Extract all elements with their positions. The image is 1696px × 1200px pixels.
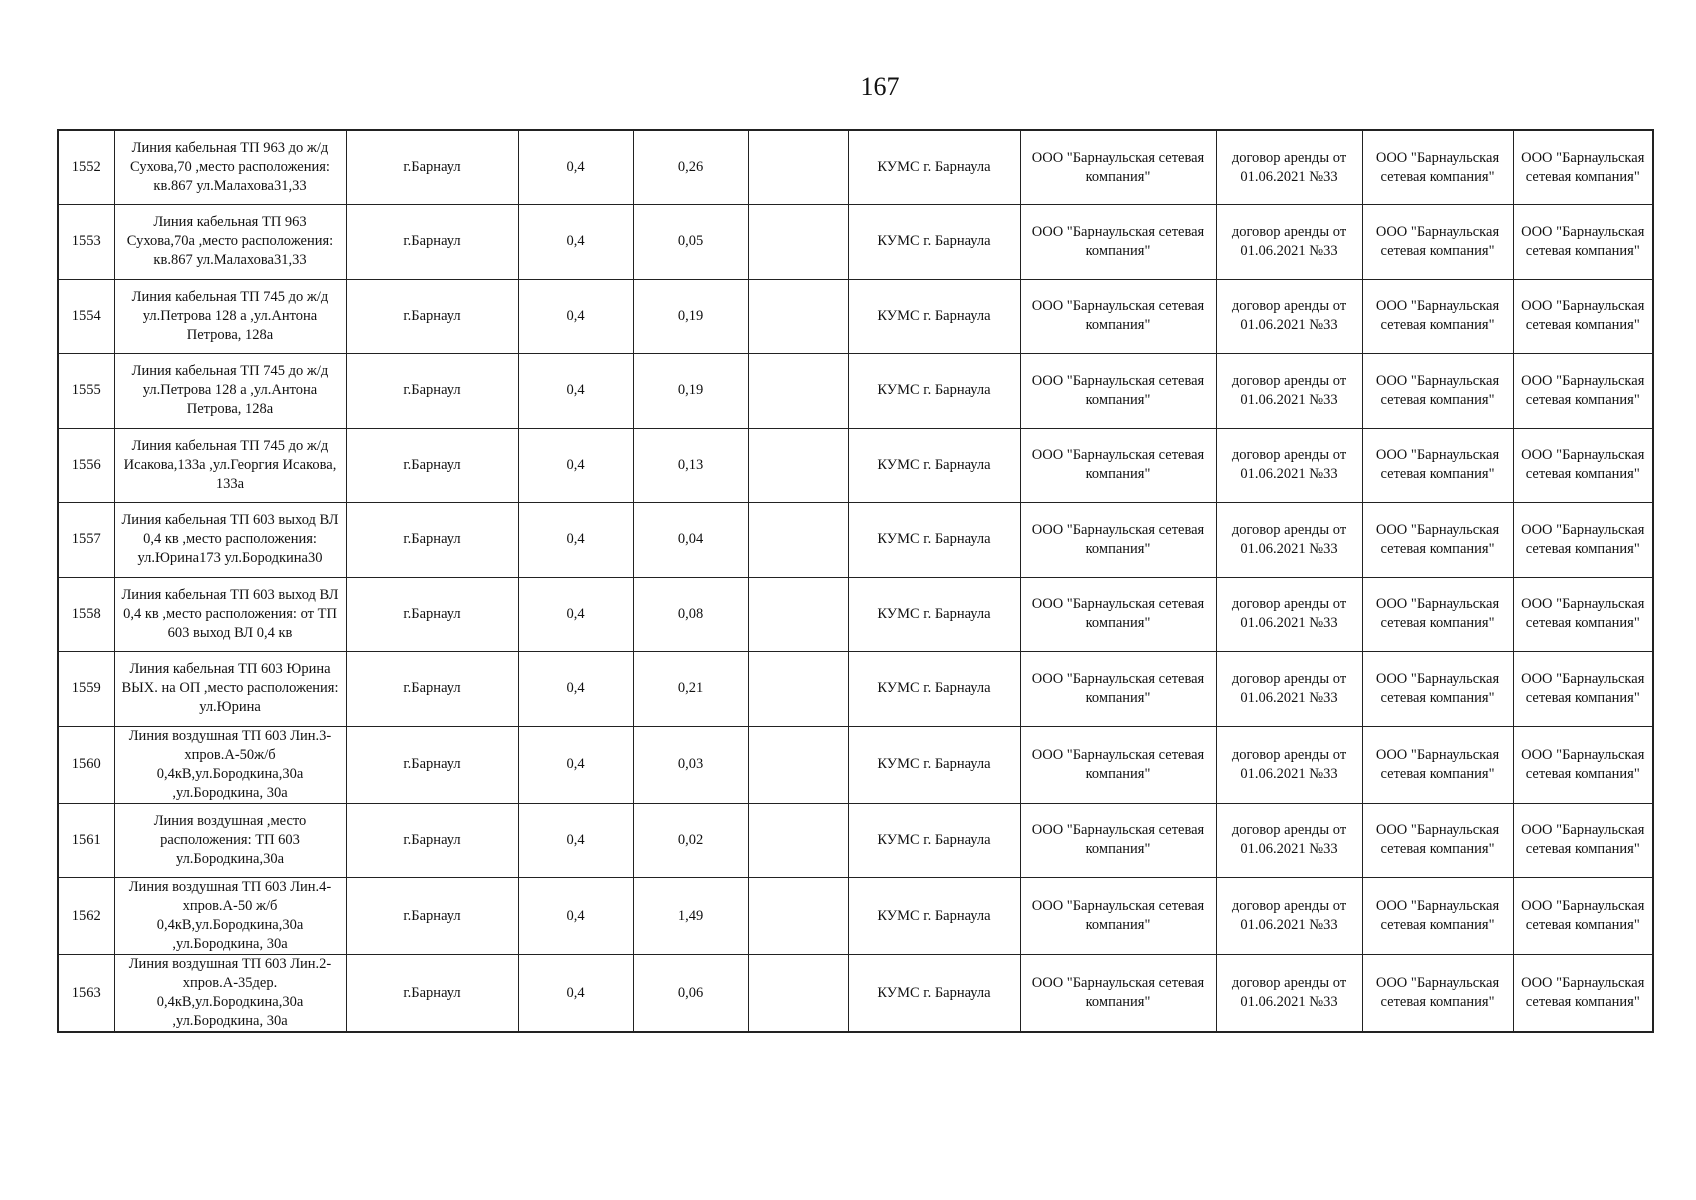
voltage-cell: 0,4 <box>518 354 633 429</box>
voltage-cell: 0,4 <box>518 279 633 354</box>
blank-cell <box>748 428 848 503</box>
row-number-cell: 1557 <box>58 503 114 578</box>
holder-cell: ООО "Барнаульская сетевая компания" <box>1020 279 1216 354</box>
document-cell: договор аренды от 01.06.2021 №33 <box>1216 428 1362 503</box>
user-cell: ООО "Барнаульская сетевая компания" <box>1513 130 1653 205</box>
document-cell: договор аренды от 01.06.2021 №33 <box>1216 803 1362 878</box>
table-row <box>58 205 1653 280</box>
city-cell: г.Барнаул <box>346 354 518 429</box>
length-cell: 0,26 <box>633 130 748 205</box>
user-cell: ООО "Барнаульская сетевая компания" <box>1513 955 1653 1033</box>
document-cell: договор аренды от 01.06.2021 №33 <box>1216 205 1362 280</box>
city-cell: г.Барнаул <box>346 205 518 280</box>
city-cell: г.Барнаул <box>346 503 518 578</box>
operator-cell: ООО "Барнаульская сетевая компания" <box>1362 205 1513 280</box>
voltage-cell: 0,4 <box>518 428 633 503</box>
user-cell: ООО "Барнаульская сетевая компания" <box>1513 279 1653 354</box>
holder-cell: ООО "Барнаульская сетевая компания" <box>1020 428 1216 503</box>
document-cell: договор аренды от 01.06.2021 №33 <box>1216 577 1362 652</box>
operator-cell: ООО "Барнаульская сетевая компания" <box>1362 130 1513 205</box>
table-row <box>58 955 1653 1033</box>
object-name-cell: Линия кабельная ТП 745 до ж/д Исакова,133а ,ул.Георгия Исакова, 133а <box>114 428 346 503</box>
holder-cell: ООО "Барнаульская сетевая компания" <box>1020 205 1216 280</box>
city-cell: г.Барнаул <box>346 279 518 354</box>
table-row <box>58 354 1653 429</box>
table-row <box>58 878 1653 955</box>
operator-cell: ООО "Барнаульская сетевая компания" <box>1362 577 1513 652</box>
document-cell: договор аренды от 01.06.2021 №33 <box>1216 279 1362 354</box>
blank-cell <box>748 803 848 878</box>
document-cell: договор аренды от 01.06.2021 №33 <box>1216 652 1362 727</box>
table-row <box>58 130 1653 205</box>
object-name-cell: Линия кабельная ТП 963 Сухова,70а ,место расположения: кв.867 ул.Малахова31,33 <box>114 205 346 280</box>
user-cell: ООО "Барнаульская сетевая компания" <box>1513 354 1653 429</box>
length-cell: 1,49 <box>633 878 748 955</box>
object-name-cell: Линия кабельная ТП 603 Юрина ВЫХ. на ОП ,место расположения: ул.Юрина <box>114 652 346 727</box>
row-number-cell: 1561 <box>58 803 114 878</box>
blank-cell <box>748 726 848 803</box>
user-cell: ООО "Барнаульская сетевая компания" <box>1513 878 1653 955</box>
operator-cell: ООО "Барнаульская сетевая компания" <box>1362 279 1513 354</box>
length-cell: 0,05 <box>633 205 748 280</box>
blank-cell <box>748 503 848 578</box>
voltage-cell: 0,4 <box>518 803 633 878</box>
voltage-cell: 0,4 <box>518 878 633 955</box>
voltage-cell: 0,4 <box>518 130 633 205</box>
length-cell: 0,03 <box>633 726 748 803</box>
row-number-cell: 1560 <box>58 726 114 803</box>
city-cell: г.Барнаул <box>346 955 518 1033</box>
row-number-cell: 1556 <box>58 428 114 503</box>
city-cell: г.Барнаул <box>346 130 518 205</box>
table-row <box>58 428 1653 503</box>
holder-cell: ООО "Барнаульская сетевая компания" <box>1020 878 1216 955</box>
blank-cell <box>748 652 848 727</box>
document-cell: договор аренды от 01.06.2021 №33 <box>1216 726 1362 803</box>
blank-cell <box>748 354 848 429</box>
table-row <box>58 577 1653 652</box>
operator-cell: ООО "Барнаульская сетевая компания" <box>1362 354 1513 429</box>
object-name-cell: Линия кабельная ТП 745 до ж/д ул.Петрова 128 а ,ул.Антона Петрова, 128а <box>114 279 346 354</box>
user-cell: ООО "Барнаульская сетевая компания" <box>1513 726 1653 803</box>
voltage-cell: 0,4 <box>518 955 633 1033</box>
document-cell: договор аренды от 01.06.2021 №33 <box>1216 503 1362 578</box>
length-cell: 0,13 <box>633 428 748 503</box>
owner-cell: КУМС г. Барнаула <box>848 279 1020 354</box>
operator-cell: ООО "Барнаульская сетевая компания" <box>1362 503 1513 578</box>
table-row <box>58 503 1653 578</box>
blank-cell <box>748 279 848 354</box>
row-number-cell: 1555 <box>58 354 114 429</box>
holder-cell: ООО "Барнаульская сетевая компания" <box>1020 726 1216 803</box>
document-cell: договор аренды от 01.06.2021 №33 <box>1216 955 1362 1033</box>
owner-cell: КУМС г. Барнаула <box>848 878 1020 955</box>
operator-cell: ООО "Барнаульская сетевая компания" <box>1362 428 1513 503</box>
object-name-cell: Линия воздушная ТП 603 Лин.2-хпров.А-35дер. 0,4кВ,ул.Бородкина,30а ,ул.Бородкина, 30а <box>114 955 346 1033</box>
user-cell: ООО "Барнаульская сетевая компания" <box>1513 428 1653 503</box>
blank-cell <box>748 878 848 955</box>
length-cell: 0,19 <box>633 279 748 354</box>
owner-cell: КУМС г. Барнаула <box>848 130 1020 205</box>
user-cell: ООО "Барнаульская сетевая компания" <box>1513 577 1653 652</box>
voltage-cell: 0,4 <box>518 205 633 280</box>
object-name-cell: Линия воздушная ТП 603 Лин.3-хпров.А-50ж/б 0,4кВ,ул.Бородкина,30а ,ул.Бородкина, 30а <box>114 726 346 803</box>
table-row <box>58 279 1653 354</box>
holder-cell: ООО "Барнаульская сетевая компания" <box>1020 652 1216 727</box>
document-cell: договор аренды от 01.06.2021 №33 <box>1216 354 1362 429</box>
city-cell: г.Барнаул <box>346 803 518 878</box>
table-row <box>58 803 1653 878</box>
row-number-cell: 1554 <box>58 279 114 354</box>
user-cell: ООО "Барнаульская сетевая компания" <box>1513 503 1653 578</box>
voltage-cell: 0,4 <box>518 652 633 727</box>
user-cell: ООО "Барнаульская сетевая компания" <box>1513 652 1653 727</box>
document-cell: договор аренды от 01.06.2021 №33 <box>1216 130 1362 205</box>
voltage-cell: 0,4 <box>518 726 633 803</box>
row-number-cell: 1562 <box>58 878 114 955</box>
owner-cell: КУМС г. Барнаула <box>848 428 1020 503</box>
length-cell: 0,08 <box>633 577 748 652</box>
holder-cell: ООО "Барнаульская сетевая компания" <box>1020 955 1216 1033</box>
object-name-cell: Линия кабельная ТП 745 до ж/д ул.Петрова 128 а ,ул.Антона Петрова, 128а <box>114 354 346 429</box>
holder-cell: ООО "Барнаульская сетевая компания" <box>1020 503 1216 578</box>
object-name-cell: Линия кабельная ТП 963 до ж/д Сухова,70 ,место расположения: кв.867 ул.Малахова31,33 <box>114 130 346 205</box>
owner-cell: КУМС г. Барнаула <box>848 803 1020 878</box>
operator-cell: ООО "Барнаульская сетевая компания" <box>1362 652 1513 727</box>
holder-cell: ООО "Барнаульская сетевая компания" <box>1020 130 1216 205</box>
owner-cell: КУМС г. Барнаула <box>848 354 1020 429</box>
length-cell: 0,21 <box>633 652 748 727</box>
row-number-cell: 1553 <box>58 205 114 280</box>
blank-cell <box>748 955 848 1033</box>
owner-cell: КУМС г. Барнаула <box>848 955 1020 1033</box>
operator-cell: ООО "Барнаульская сетевая компания" <box>1362 955 1513 1033</box>
blank-cell <box>748 130 848 205</box>
operator-cell: ООО "Барнаульская сетевая компания" <box>1362 878 1513 955</box>
row-number-cell: 1558 <box>58 577 114 652</box>
city-cell: г.Барнаул <box>346 428 518 503</box>
blank-cell <box>748 205 848 280</box>
object-name-cell: Линия воздушная ,место расположения: ТП 603 ул.Бородкина,30а <box>114 803 346 878</box>
voltage-cell: 0,4 <box>518 577 633 652</box>
length-cell: 0,19 <box>633 354 748 429</box>
table-row <box>58 726 1653 803</box>
owner-cell: КУМС г. Барнаула <box>848 503 1020 578</box>
registry-table <box>57 129 1654 1033</box>
table-row <box>58 652 1653 727</box>
document-cell: договор аренды от 01.06.2021 №33 <box>1216 878 1362 955</box>
owner-cell: КУМС г. Барнаула <box>848 726 1020 803</box>
holder-cell: ООО "Барнаульская сетевая компания" <box>1020 354 1216 429</box>
length-cell: 0,06 <box>633 955 748 1033</box>
row-number-cell: 1563 <box>58 955 114 1033</box>
page-number: 167 <box>860 72 900 101</box>
operator-cell: ООО "Барнаульская сетевая компания" <box>1362 726 1513 803</box>
object-name-cell: Линия воздушная ТП 603 Лин.4-хпров.А-50 ж/б 0,4кВ,ул.Бородкина,30а ,ул.Бородкина, 30а <box>114 878 346 955</box>
city-cell: г.Барнаул <box>346 577 518 652</box>
user-cell: ООО "Барнаульская сетевая компания" <box>1513 205 1653 280</box>
blank-cell <box>748 577 848 652</box>
row-number-cell: 1559 <box>58 652 114 727</box>
object-name-cell: Линия кабельная ТП 603 выход ВЛ 0,4 кв ,место расположения: от ТП 603 выход ВЛ 0,4 кв <box>114 577 346 652</box>
owner-cell: КУМС г. Барнаула <box>848 577 1020 652</box>
object-name-cell: Линия кабельная ТП 603 выход ВЛ 0,4 кв ,место расположения: ул.Юрина173 ул.Бородкина30 <box>114 503 346 578</box>
city-cell: г.Барнаул <box>346 726 518 803</box>
holder-cell: ООО "Барнаульская сетевая компания" <box>1020 577 1216 652</box>
owner-cell: КУМС г. Барнаула <box>848 652 1020 727</box>
city-cell: г.Барнаул <box>346 652 518 727</box>
owner-cell: КУМС г. Барнаула <box>848 205 1020 280</box>
user-cell: ООО "Барнаульская сетевая компания" <box>1513 803 1653 878</box>
voltage-cell: 0,4 <box>518 503 633 578</box>
length-cell: 0,04 <box>633 503 748 578</box>
city-cell: г.Барнаул <box>346 878 518 955</box>
holder-cell: ООО "Барнаульская сетевая компания" <box>1020 803 1216 878</box>
row-number-cell: 1552 <box>58 130 114 205</box>
length-cell: 0,02 <box>633 803 748 878</box>
operator-cell: ООО "Барнаульская сетевая компания" <box>1362 803 1513 878</box>
registry-body <box>58 130 1653 1032</box>
